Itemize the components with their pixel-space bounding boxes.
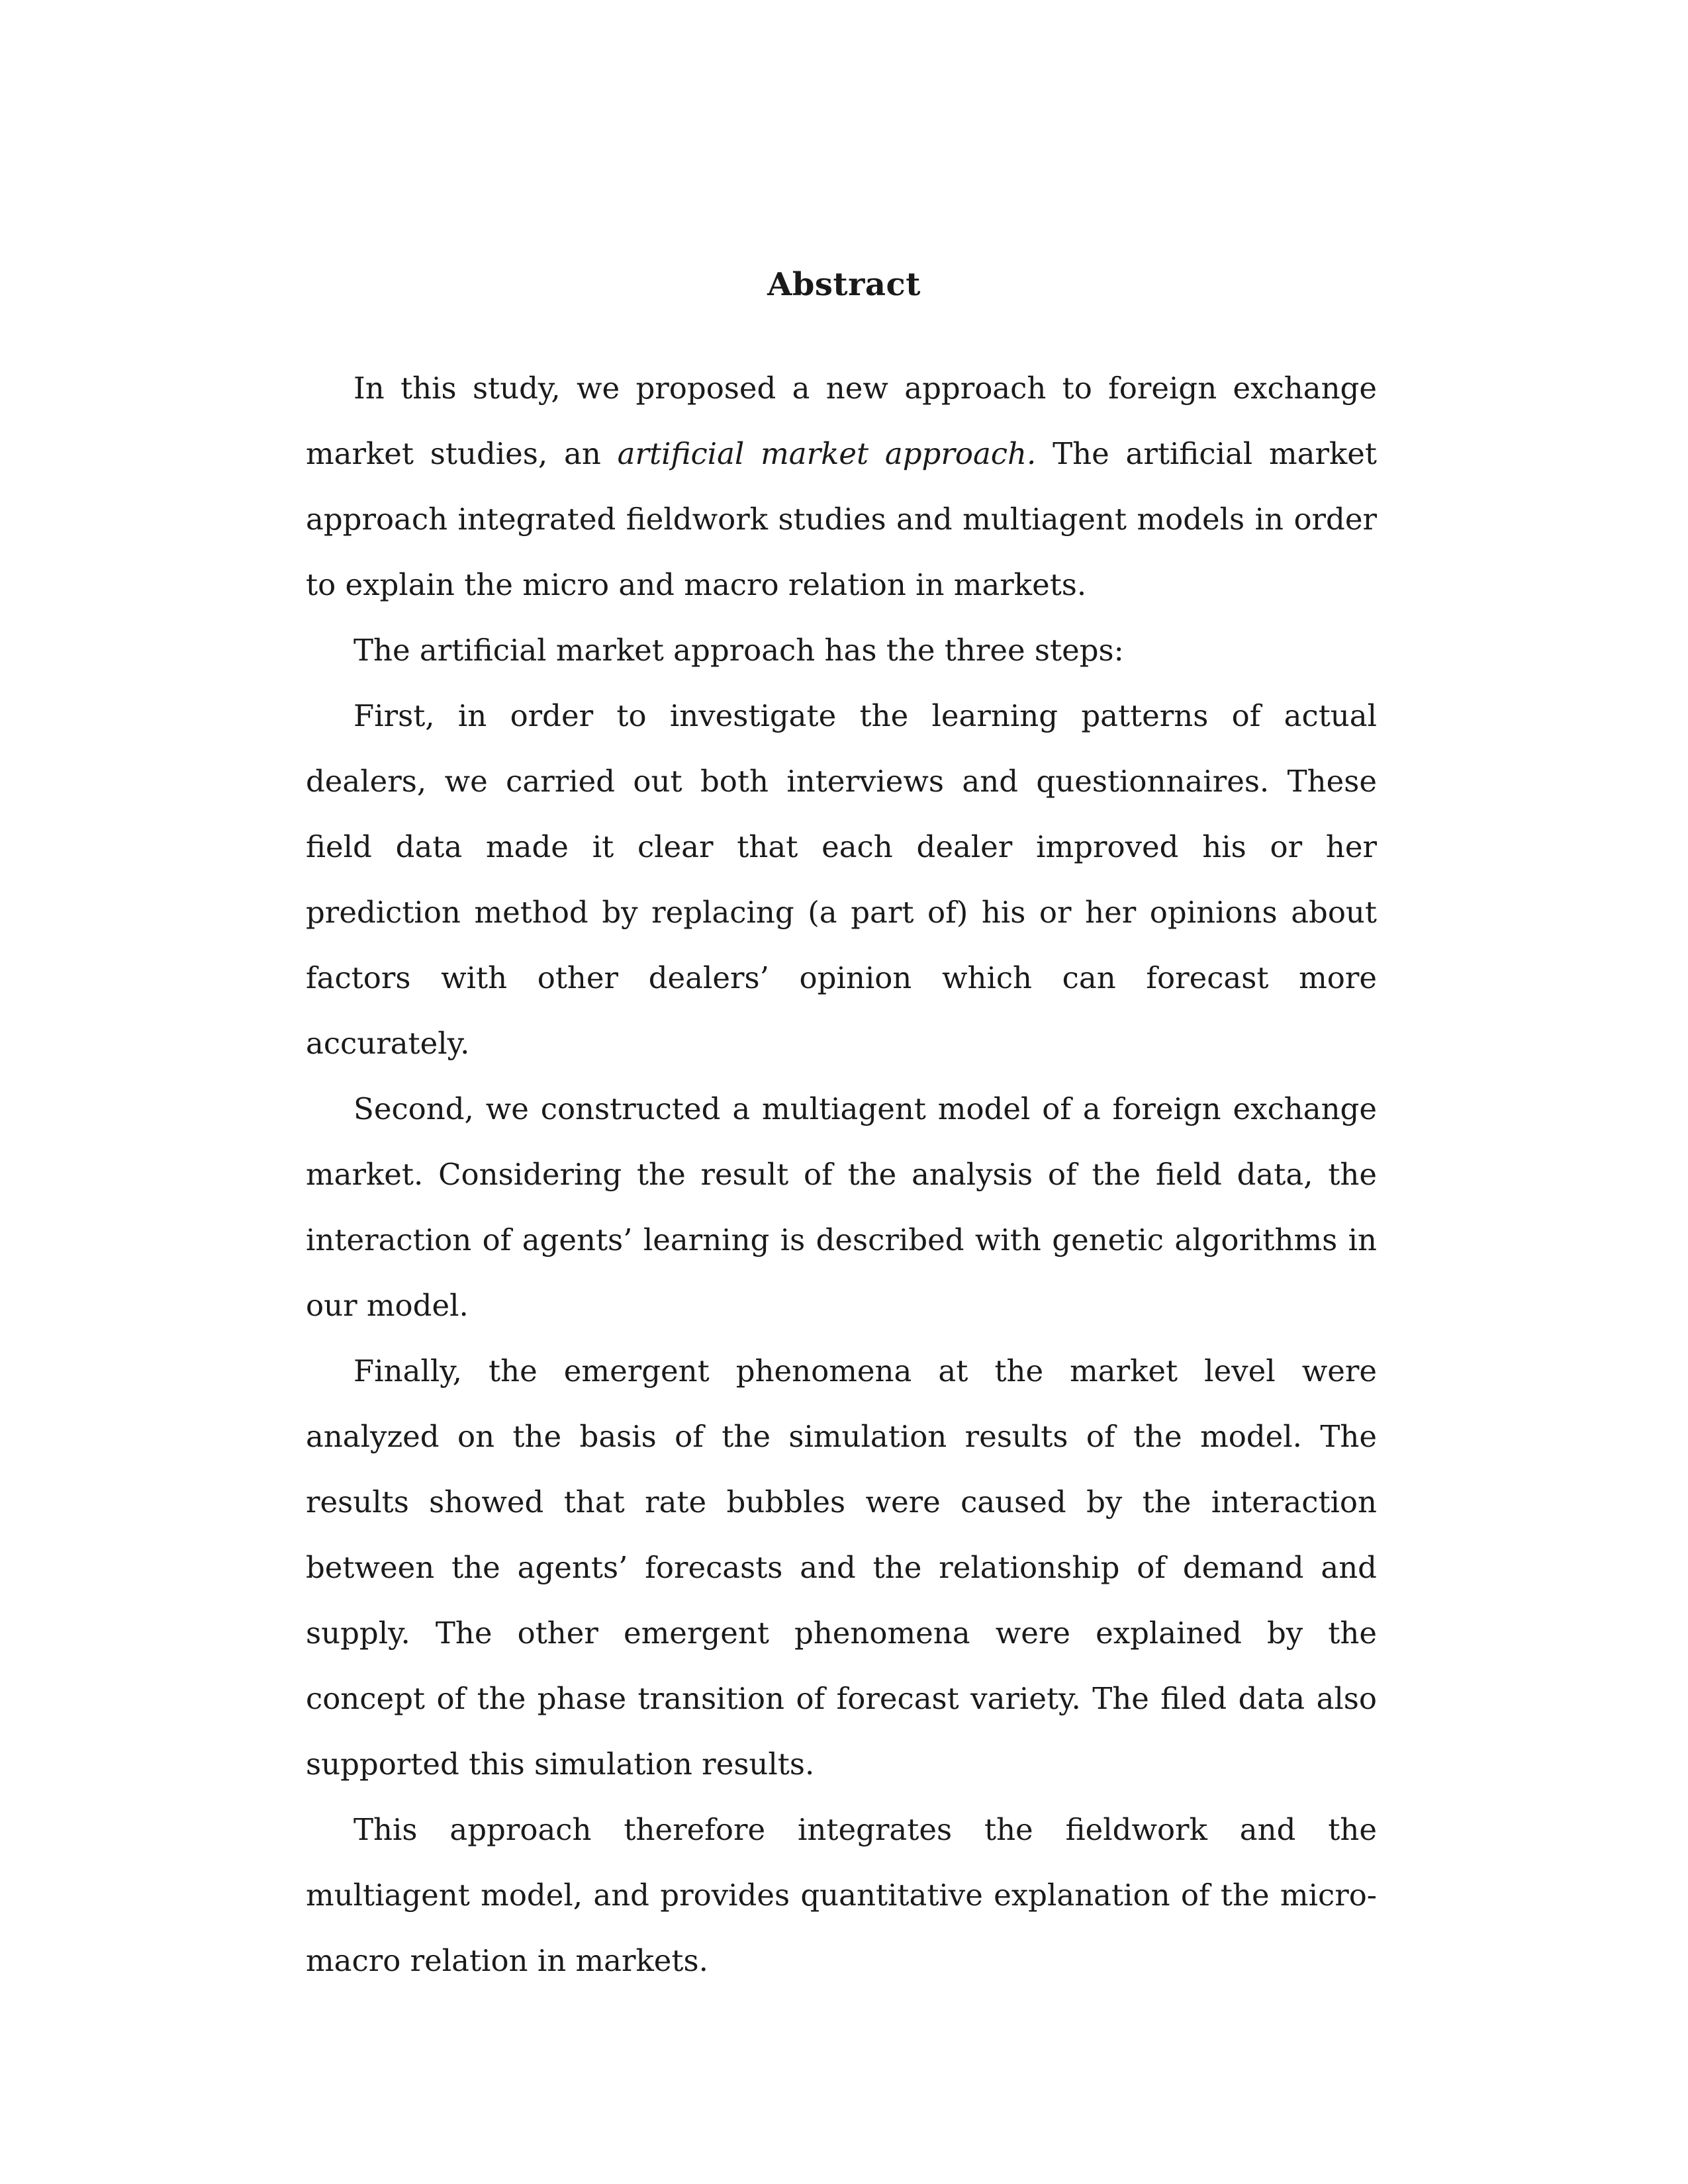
- abstract-paragraph-1: [306, 355, 1377, 617]
- abstract-paragraph-5: Finally, the emergent phenomena at the market level were analyzed on the basis of the simulation results of the model. The results showed that rate bubbles were caused by the interaction between the agents’ forecasts and the relationship of demand and supply. The other emergent phenomena were explained by the concept of the phase transition of forecast variety. The filed data also supported this simulation results.: [306, 1353, 1377, 1782]
- abstract-paragraph-4: Second, we constructed a multiagent model of a foreign exchange market. Considering the result of the analysis of the field data, the interaction of agents’ learning is described with genetic algorithms in our model.: [306, 1091, 1377, 1323]
- paragraph-1-text-end: The artificial market approach integrated fieldwork studies and multiagent models in order to explain the micro and macro relation in markets.: [306, 436, 1377, 602]
- abstract-body: [306, 355, 1377, 1993]
- abstract-paragraph-6: This approach therefore integrates the fieldwork and the multiagent model, and provides quantitative explanation of the micro-macro relation in markets.: [306, 1812, 1377, 1978]
- paragraph-1-text-start: In this study, we proposed a new approach to foreign exchange market studies, an: [306, 371, 1377, 471]
- abstract-paragraph-2: The artificial market approach has the three steps:: [353, 633, 1124, 668]
- abstract-title: Abstract: [767, 266, 921, 303]
- abstract-paragraph-3: First, in order to investigate the learning patterns of actual dealers, we carried out both interviews and questionnaires. These field data made it clear that each dealer improved his or her prediction method by replacing (a part of) his or her opinions about factors with other dealers’ opinion which can forecast more accurately.: [306, 698, 1377, 1061]
- paragraph-1-italic-term: artificial market approach.: [617, 436, 1037, 471]
